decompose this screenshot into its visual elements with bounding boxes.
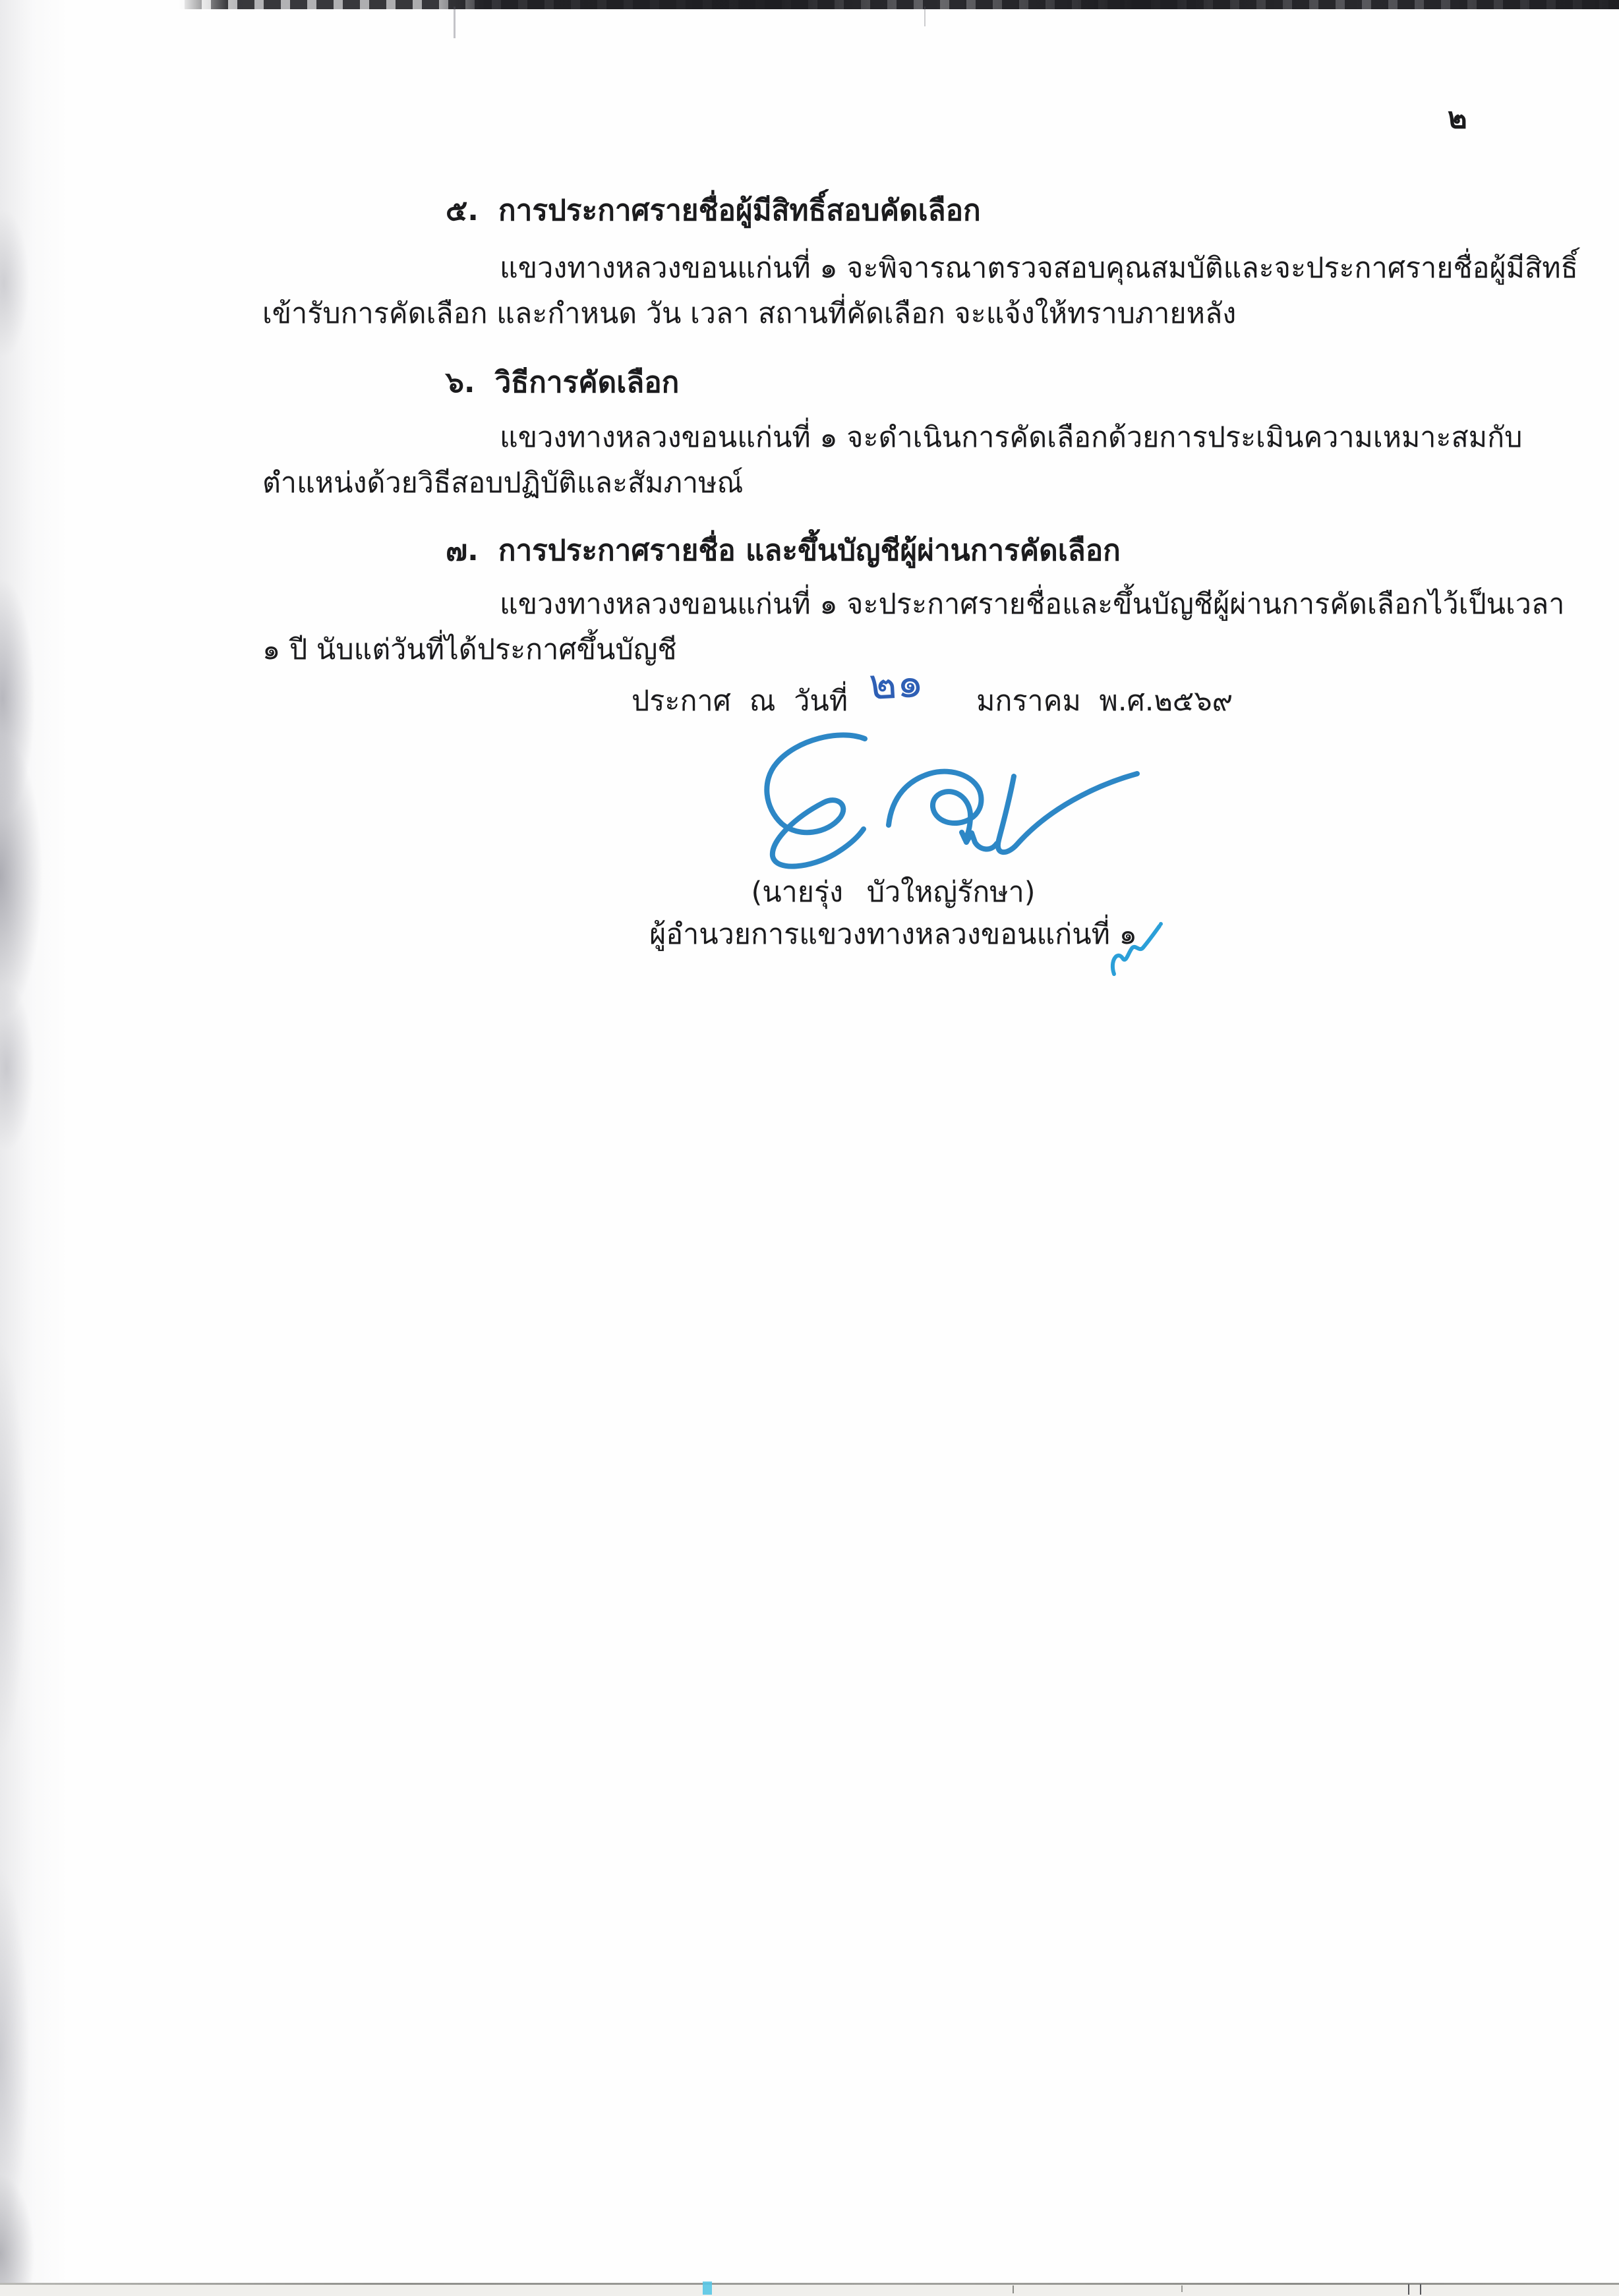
section-5-body-line-1: แขวงทางหลวงขอนแก่นที่ ๑ จะพิจารณาตรวจสอบคุณสมบัติและจะประกาศรายชื่อผู้มีสิทธิ์ (500, 252, 1578, 285)
section-6-heading (446, 364, 679, 401)
squiggle-dot (1159, 922, 1163, 926)
section-5-number: ๕. (446, 194, 479, 227)
section-5-title: การประกาศรายชื่อผู้มีสิทธิ์สอบคัดเลือก (498, 194, 981, 227)
pen-squiggle-ink (1104, 917, 1177, 983)
signature-stroke-middle-loop (889, 772, 997, 849)
announcement-date-prefix: ประกาศ ณ วันที่ (632, 685, 848, 718)
announcement-date-suffix: มกราคม พ.ศ.๒๕๖๙ (976, 685, 1233, 718)
section-6-body-line-1: แขวงทางหลวงขอนแก่นที่ ๑ จะดำเนินการคัดเลือกด้วยการประเมินความเหมาะสมกับ (500, 421, 1523, 454)
signatory-name: (นายรุ่ง บัวใหญ่รักษา) (751, 876, 1036, 909)
scan-artifact-tick (1408, 2284, 1409, 2295)
scan-artifact-left-edge (0, 0, 73, 2296)
scan-artifact-top-edge (0, 0, 1619, 9)
section-5-heading (446, 192, 981, 229)
scan-artifact-streak (924, 7, 926, 26)
section-5-body-line-2: เข้ารับการคัดเลือก และกำหนด วัน เวลา สถานที่คัดเลือก จะแจ้งให้ทราบภายหลัง (262, 297, 1237, 330)
section-6-body-line-2: ตำแหน่งด้วยวิธีสอบปฏิบัติและสัมภาษณ์ (262, 467, 744, 500)
scan-artifact-tick (1420, 2284, 1421, 2295)
signatory-position: ผู้อำนวยการแขวงทางหลวงขอนแก่นที่ ๑ (649, 918, 1137, 951)
section-7-heading (446, 532, 1121, 569)
signature-stroke-left-loop (767, 735, 865, 866)
scan-artifact-tick (1181, 2285, 1183, 2292)
section-7-title: การประกาศรายชื่อ และขึ้นบัญชีผู้ผ่านการคัดเลือก (498, 534, 1121, 567)
scan-artifact-cyan-tick (703, 2282, 712, 2295)
signature-stroke-tail (998, 774, 1137, 852)
section-7-number: ๗. (446, 534, 479, 567)
scan-artifact-bottom-area (0, 2285, 1619, 2296)
section-7-body-line-1: แขวงทางหลวงขอนแก่นที่ ๑ จะประกาศรายชื่อและขึ้นบัญชีผู้ผ่านการคัดเลือกไว้เป็นเวลา (500, 588, 1565, 621)
signature-ink (699, 725, 1160, 883)
section-6-number: ๖. (446, 366, 475, 399)
section-7-body-line-2: ๑ ปี นับแต่วันที่ได้ประกาศขึ้นบัญชี (262, 633, 677, 666)
scan-artifact-tick (1013, 2285, 1014, 2293)
squiggle-stroke (1113, 926, 1160, 974)
scan-artifact-streak (454, 7, 456, 38)
page-number: ๒ (1448, 100, 1467, 135)
section-6-title: วิธีการคัดเลือก (494, 366, 680, 399)
handwritten-day-ink: ๒๑ (868, 658, 925, 710)
announcement-date-line (632, 684, 1233, 720)
